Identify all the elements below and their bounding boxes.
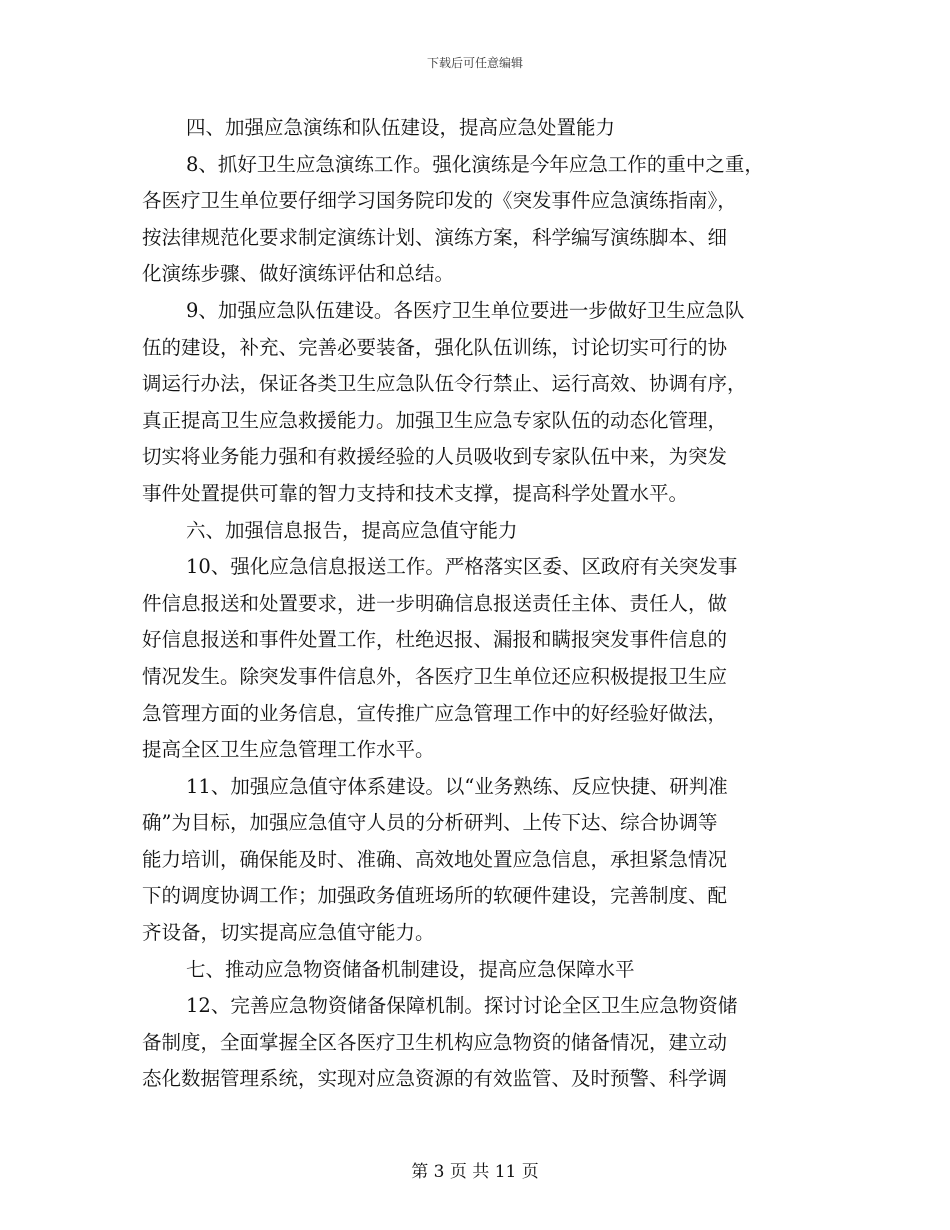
paragraph-line: 切实将业务能力强和有救援经验的人员吸收到专家队伍中来，为突发 xyxy=(142,445,728,469)
paragraph-line: 能力培训，确保能及时、准确、高效地处置应急信息，承担紧急情况 xyxy=(142,847,728,871)
section-heading-6: 六、加强信息报告，提高应急值守能力 xyxy=(186,518,518,542)
paragraph-line: 各医疗卫生单位要仔细学习国务院印发的《突发事件应急演练指南》， xyxy=(142,189,737,213)
paragraph-line: 确”为目标，加强应急值守人员的分析研判、上传下达、综合协调等 xyxy=(142,811,718,835)
section-heading-4: 四、加强应急演练和队伍建设，提高应急处置能力 xyxy=(186,116,616,139)
document-body xyxy=(142,110,812,1098)
paragraph-line: 急管理方面的业务信息，宣传推广应急管理工作中的好经验好做法， xyxy=(142,701,728,725)
paragraph-line: 10、强化应急信息报送工作。严格落实区委、区政府有关突发事 xyxy=(186,555,738,579)
paragraph-line: 事件处置提供可靠的智力支持和技术支撑，提高科学处置水平。 xyxy=(142,481,689,505)
paragraph-line: 调运行办法，保证各类卫生应急队伍令行禁止、运行高效、协调有序， xyxy=(142,372,747,396)
paragraph-line: 化演练步骤、做好演练评估和总结。 xyxy=(142,262,455,286)
paragraph-line: 下的调度协调工作；加强政务值班场所的软硬件建设，完善制度、配 xyxy=(142,884,728,908)
page-header-note: 下载后可任意编辑 xyxy=(426,56,523,70)
paragraph-line: 情况发生。除突发事件信息外，各医疗卫生单位还应积极提报卫生应 xyxy=(142,664,728,688)
paragraph-line: 按法律规范化要求制定演练计划、演练方案，科学编写演练脚本、细 xyxy=(142,225,728,249)
paragraph-line: 11、加强应急值守体系建设。以“业务熟练、反应快捷、研判准 xyxy=(186,774,728,798)
page-number-footer: 第 3 页 共 11 页 xyxy=(411,1162,539,1182)
paragraph-line: 备制度，全面掌握全区各医疗卫生机构应急物资的储备情况，建立动 xyxy=(142,1030,728,1054)
paragraph-line: 8、抓好卫生应急演练工作。强化演练是今年应急工作的重中之重， xyxy=(186,152,764,176)
paragraph-line: 好信息报送和事件处置工作，杜绝迟报、漏报和瞒报突发事件信息的 xyxy=(142,628,728,652)
paragraph-line: 态化数据管理系统，实现对应急资源的有效监管、及时预警、科学调 xyxy=(142,1067,728,1091)
paragraph-line: 真正提高卫生应急救援能力。加强卫生应急专家队伍的动态化管理， xyxy=(142,408,728,432)
paragraph-line: 件信息报送和处置要求，进一步明确信息报送责任主体、责任人，做 xyxy=(142,591,728,615)
section-heading-7: 七、推动应急物资储备机制建设，提高应急保障水平 xyxy=(186,957,635,981)
paragraph-line: 提高全区卫生应急管理工作水平。 xyxy=(142,738,435,762)
paragraph-line: 伍的建设，补充、完善必要装备，强化队伍训练，讨论切实可行的协 xyxy=(142,335,728,359)
paragraph-line: 齐设备，切实提高应急值守能力。 xyxy=(142,921,435,945)
paragraph-line: 9、加强应急队伍建设。各医疗卫生单位要进一步做好卫生应急队 xyxy=(186,298,745,322)
paragraph-line: 12、完善应急物资储备保障机制。探讨讨论全区卫生应急物资储 xyxy=(186,994,738,1018)
